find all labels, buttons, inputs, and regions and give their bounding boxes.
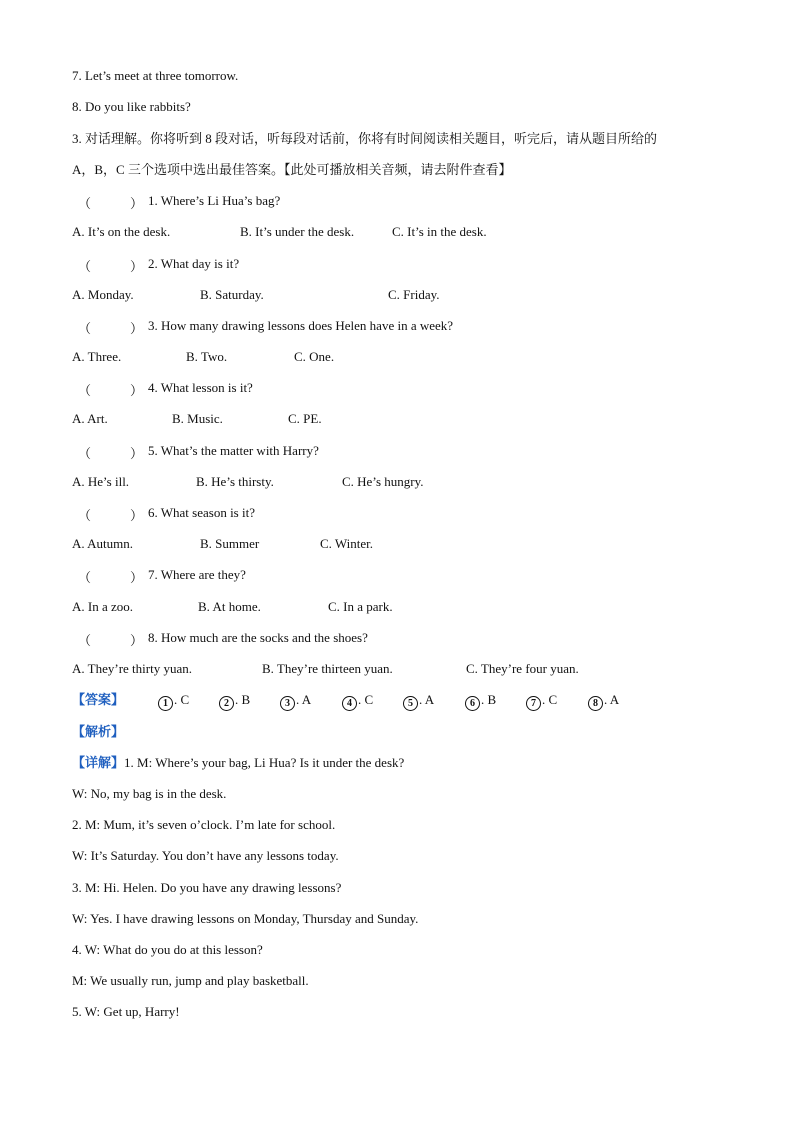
option-a: A. Three. [72,349,122,364]
option-b: B. At home. [198,599,261,614]
option-c: C. Friday. [388,287,440,302]
question-text: 2. What day is it? [148,256,240,271]
answer-paren-open: （ [78,446,92,461]
answer-value: . C [358,692,374,707]
answer-paren-open: （ [78,321,92,336]
circled-number: 4 [342,696,357,711]
answer-paren-close: ） [130,259,144,274]
answer-paren-close: ） [130,633,144,648]
answer-paren-close: ） [130,321,144,336]
transcript-line: 4. W: What do you do at this lesson? [72,942,263,957]
option-a: A. Art. [72,411,108,426]
option-b: B. Music. [172,411,223,426]
option-c: C. One. [294,349,335,364]
answer-value: . C [542,692,558,707]
option-b: B. It’s under the desk. [240,224,355,239]
transcript-line: 3. M: Hi. Helen. Do you have any drawing lessons? [72,880,342,895]
answer-value: . A [419,692,435,707]
option-a: A. He’s ill. [72,474,130,489]
question-text: 8. How much are the socks and the shoes? [148,630,368,645]
listening-line-8: 8. Do you like rabbits? [72,99,191,114]
answer-paren-close: ） [130,508,144,523]
option-b: B. Saturday. [200,287,264,302]
answer-paren-open: （ [78,259,92,274]
answer-item [280,692,311,711]
option-a: A. It’s on the desk. [72,224,171,239]
circled-number: 7 [526,696,541,711]
question-text: 6. What season is it? [148,505,255,520]
option-a: A. Monday. [72,287,134,302]
answer-paren-close: ） [130,383,144,398]
detail-label: 【详解】 [72,755,125,770]
transcript-line: 2. M: Mum, it’s seven o’clock. I’m late for school. [72,817,336,832]
option-c: C. In a park. [328,599,393,614]
circled-number: 1 [158,696,173,711]
answer-value: . B [235,692,251,707]
circled-number: 8 [588,696,603,711]
answer-paren-open: （ [78,633,92,648]
transcript-line: W: Yes. I have drawing lessons on Monday, Thursday and Sunday. [72,911,419,926]
answer-item [588,692,619,711]
answer-item [465,692,496,711]
option-b: B. They’re thirteen yuan. [262,661,393,676]
question-text: 3. How many drawing lessons does Helen have in a week? [148,318,454,333]
answer-item [526,692,557,711]
transcript-line: M: We usually run, jump and play basketball. [72,973,309,988]
answer-value: . A [296,692,312,707]
question-text: 1. Where’s Li Hua’s bag? [148,193,281,208]
answer-paren-open: （ [78,196,92,211]
option-a: A. They’re thirty yuan. [72,661,192,676]
question-text: 7. Where are they? [148,567,246,582]
section3-instruction-line1: 3. 对话理解。你将听到 8 段对话，听每段对话前，你将有时间阅读相关题目，听完后，请从题目所给的 [72,131,658,146]
answer-item [403,692,434,711]
transcript-line: W: No, my bag is in the desk. [72,786,227,801]
transcript-text: 1. M: Where’s your bag, Li Hua? Is it under the desk? [124,755,405,770]
section3-instruction-line2: A，B，C 三个选项中选出最佳答案。【此处可播放相关音频，请去附件查看】 [72,162,512,177]
answer-value: . B [481,692,497,707]
question-text: 4. What lesson is it? [148,380,253,395]
transcript-line: W: It’s Saturday. You don’t have any lessons today. [72,848,339,863]
option-c: C. PE. [288,411,322,426]
option-b: B. Two. [186,349,228,364]
answer-item [219,692,250,711]
option-c: C. It’s in the desk. [392,224,487,239]
answer-item [342,692,373,711]
option-b: B. Summer [200,536,260,551]
listening-line-7: 7. Let’s meet at three tomorrow. [72,68,239,83]
answer-value: . C [174,692,190,707]
option-a: A. Autumn. [72,536,134,551]
option-b: B. He’s thirsty. [196,474,274,489]
answer-paren-open: （ [78,383,92,398]
analysis-label: 【解析】 [72,724,125,739]
answer-paren-open: （ [78,570,92,585]
question-text: 5. What’s the matter with Harry? [148,443,319,458]
answer-paren-close: ） [130,196,144,211]
transcript-line: 5. W: Get up, Harry! [72,1004,180,1019]
detail-line-1 [72,755,404,771]
option-a: A. In a zoo. [72,599,134,614]
answer-label: 【答案】 [72,692,125,707]
circled-number: 5 [403,696,418,711]
option-c: C. They’re four yuan. [466,661,579,676]
option-c: C. He’s hungry. [342,474,424,489]
answer-item [158,692,189,711]
answer-paren-open: （ [78,508,92,523]
circled-number: 2 [219,696,234,711]
answer-paren-close: ） [130,446,144,461]
circled-number: 3 [280,696,295,711]
option-c: C. Winter. [320,536,374,551]
answer-value: . A [604,692,620,707]
circled-number: 6 [465,696,480,711]
answer-paren-close: ） [130,570,144,585]
